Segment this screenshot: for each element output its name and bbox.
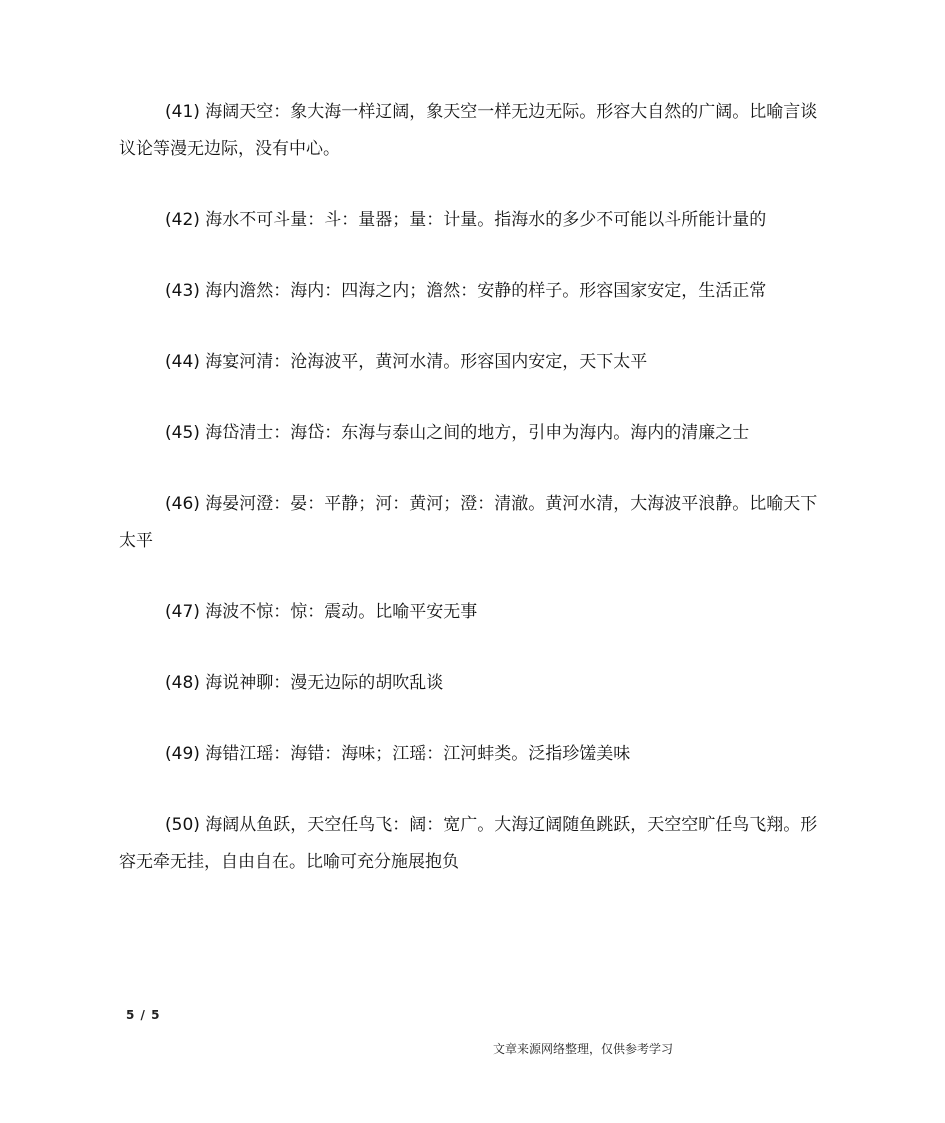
- idiom-entry-47: (47) 海波不惊：惊：震动。比喻平安无事: [165, 602, 478, 622]
- footer-note: 文章来源网络整理，仅供参考学习: [493, 1042, 674, 1056]
- idiom-entry-45: (45) 海岱清士：海岱：东海与泰山之间的地方，引申为海内。海内的清廉之士: [165, 423, 750, 443]
- idiom-entry-49: (49) 海错江瑶：海错：海味；江瑶：江河蚌类。泛指珍馐美味: [165, 744, 631, 764]
- idiom-entry-48: (48) 海说神聊：漫无边际的胡吹乱谈: [165, 673, 444, 693]
- idiom-entry-42: (42) 海水不可斗量：斗：量器；量：计量。指海水的多少不可能以斗所能计量的: [165, 210, 767, 230]
- idiom-entry-43: (43) 海内澹然：海内：四海之内；澹然：安静的样子。形容国家安定，生活正常: [165, 281, 767, 301]
- idiom-entry-44: (44) 海宴河清：沧海波平，黄河水清。形容国内安定，天下太平: [165, 352, 648, 372]
- page-number: 5 / 5: [126, 1008, 161, 1022]
- idiom-entry-41: (41) 海阔天空：象大海一样辽阔，象天空一样无边无际。形容大自然的广阔。比喻言谈议论等漫无边际，没有中心。: [119, 102, 818, 159]
- idiom-entry-50: (50) 海阔从鱼跃，天空任鸟飞：阔：宽广。大海辽阔随鱼跳跃，天空空旷任鸟飞翔。形容无牵无挂，自由自在。比喻可充分施展抱负: [119, 815, 818, 872]
- idiom-list: [119, 94, 831, 915]
- idiom-entry-46: (46) 海晏河澄：晏：平静；河：黄河；澄：清澈。黄河水清，大海波平浪静。比喻天下太平: [119, 494, 818, 551]
